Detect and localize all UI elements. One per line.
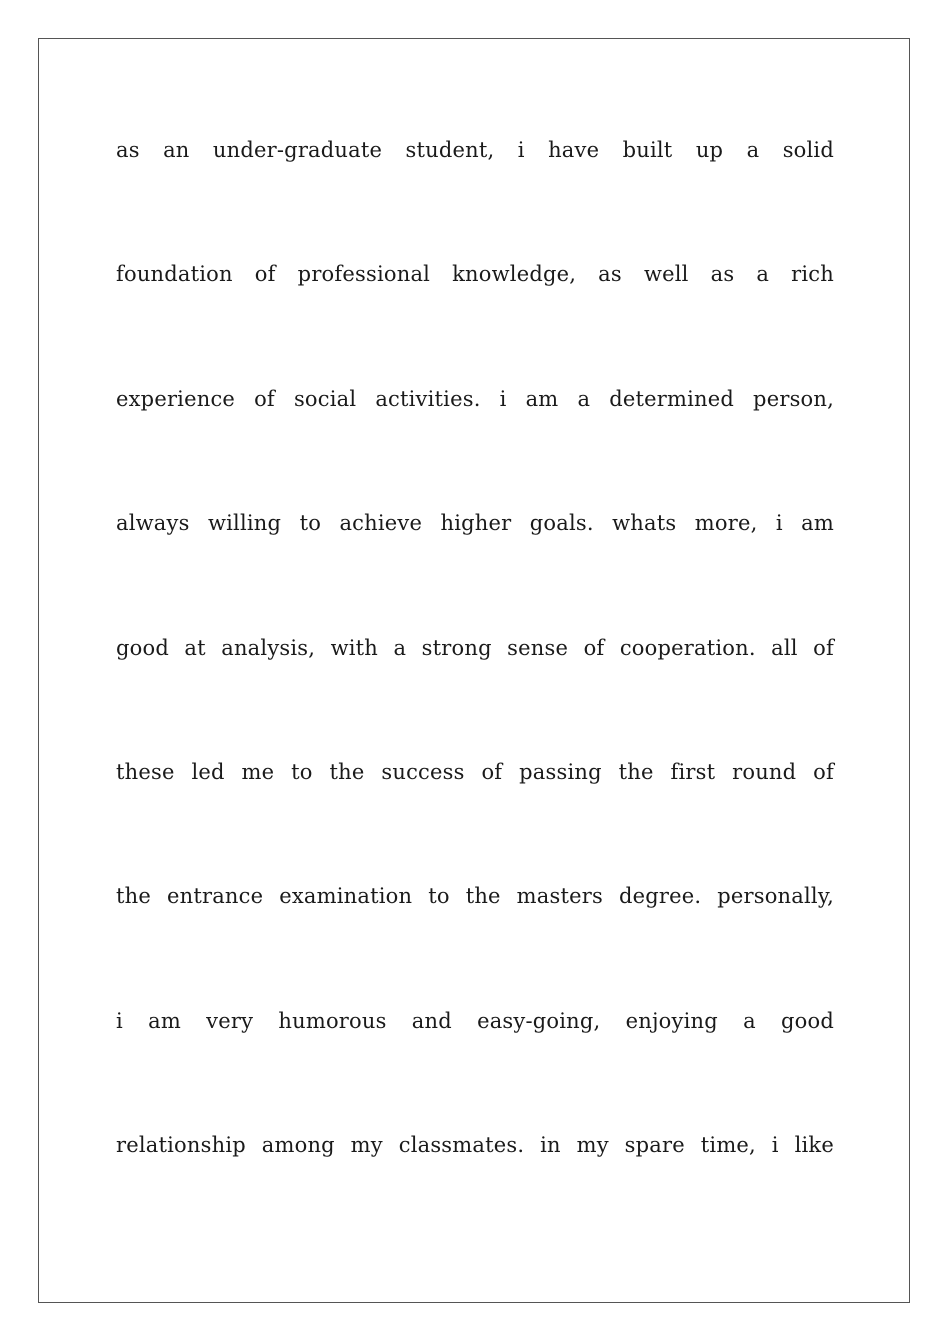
- text-line: relationship among my classmates. in my spare time, i like: [116, 1133, 834, 1158]
- text-line: always willing to achieve higher goals. whats more, i am: [116, 511, 834, 536]
- text-line: i am very humorous and easy-going, enjoying a good: [116, 1008, 834, 1033]
- text-line: the entrance examination to the masters degree. personally,: [116, 884, 834, 909]
- text-line: experience of social activities. i am a determined person,: [116, 386, 834, 411]
- text-line: as an under-graduate student, i have built up a solid: [116, 138, 834, 162]
- text-line: good at analysis, with a strong sense of cooperation. all of: [116, 635, 834, 660]
- document-body: [116, 136, 834, 1256]
- text-line: these led me to the success of passing the first round of: [116, 759, 834, 784]
- text-line: foundation of professional knowledge, as well as a rich: [116, 262, 834, 287]
